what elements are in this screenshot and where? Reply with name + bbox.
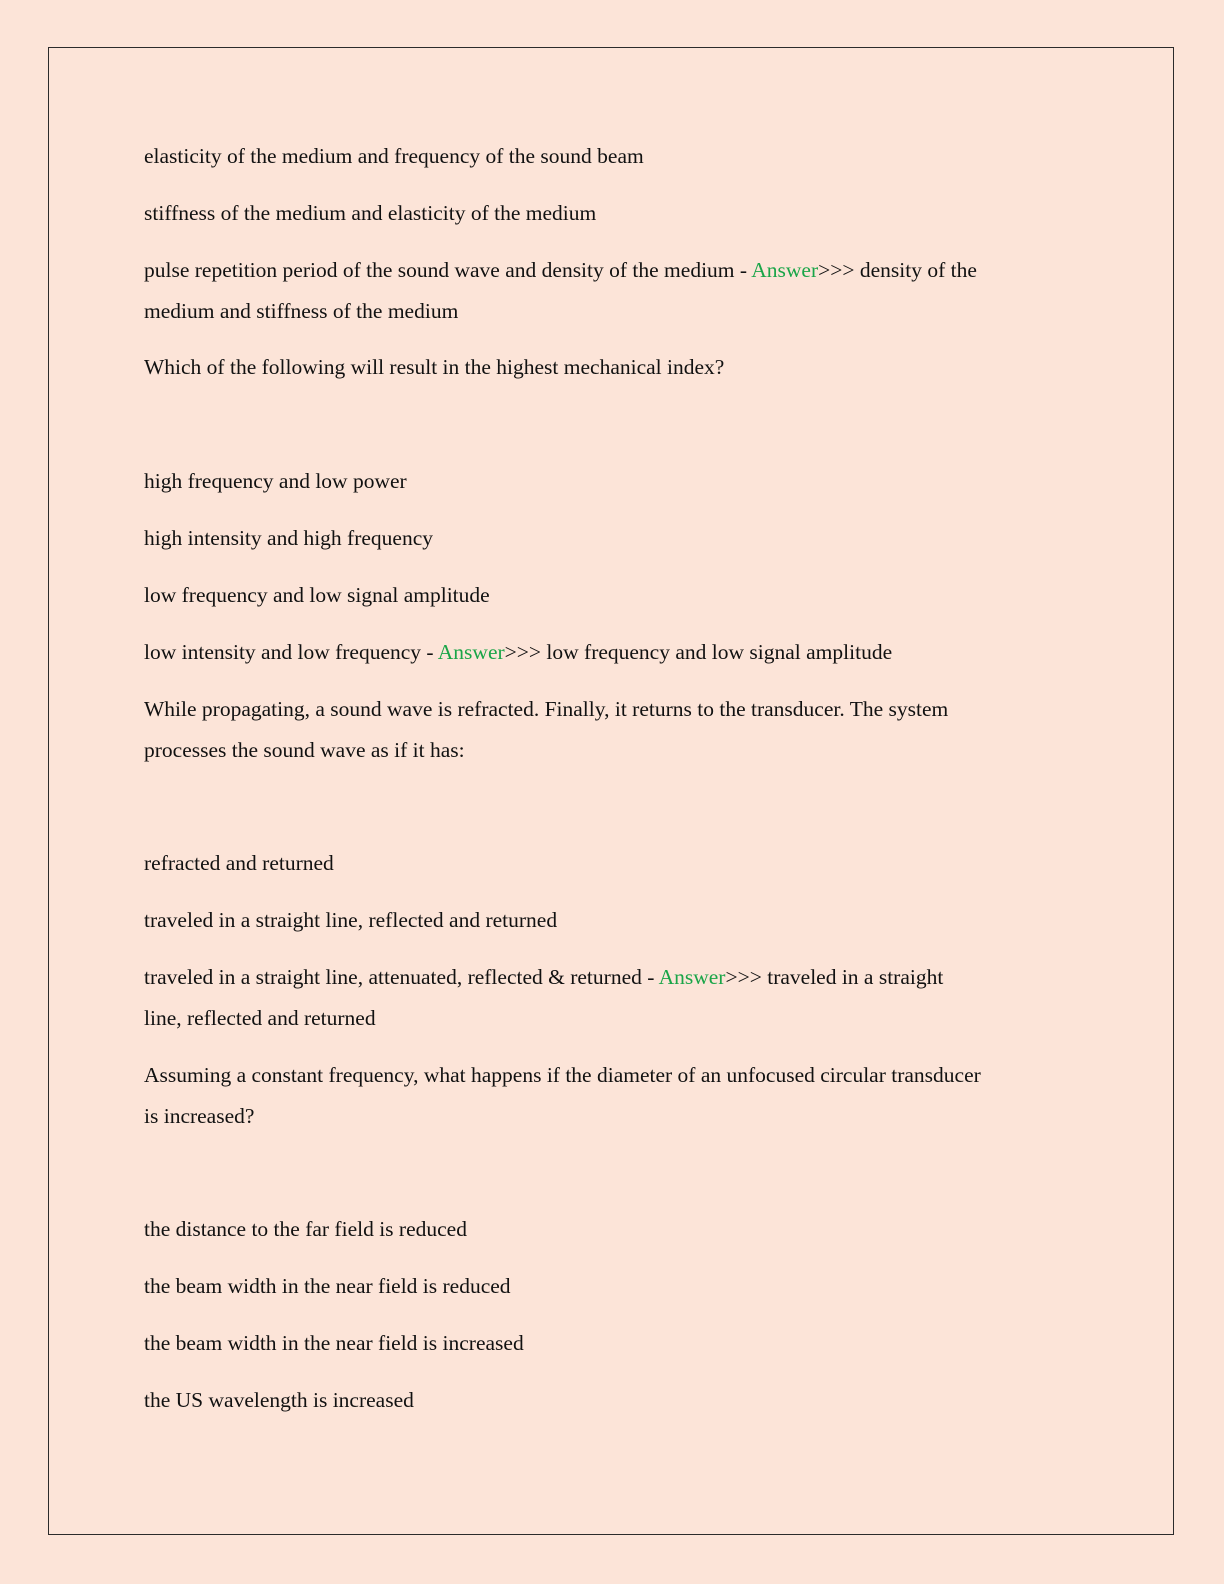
q2-option-3: low frequency and low signal amplitude [144,583,490,607]
q2-question: Which of the following will result in the highest mechanical index? [144,355,725,379]
q3-option-3-text: traveled in a straight line, attenuated, reflected & returned - [144,965,659,989]
q1-answer-label: Answer [751,258,819,282]
q2-option-4-with-answer [144,632,892,673]
q2-option-2: high intensity and high frequency [144,526,433,550]
q1-option-3-text: pulse repetition period of the sound wave and density of the medium - [144,258,752,282]
q4-question-line-1: Assuming a constant frequency, what happens if the diameter of an unfocused circular transducer [144,1063,981,1087]
q1-option-2: stiffness of the medium and elasticity of the medium [144,201,597,225]
q2-answer-text: >>> low frequency and low signal amplitude [504,640,893,664]
q2-option-4-text: low intensity and low frequency - [144,640,438,664]
q3-answer-continued: line, reflected and returned [144,1006,376,1030]
q3-option-1: refracted and returned [144,851,334,875]
q4-option-1: the distance to the far field is reduced [144,1217,467,1241]
q1-answer-continued: medium and stiffness of the medium [144,299,459,323]
q4-option-4: the US wavelength is increased [144,1388,414,1412]
q2-answer-label: Answer [437,640,505,664]
q1-option-1: elasticity of the medium and frequency of the sound beam [144,144,644,168]
q3-question-line-2: processes the sound wave as if it has: [144,738,465,762]
q1-option-3-with-answer [144,250,977,291]
q3-option-3-with-answer [144,957,943,998]
q3-answer-label: Answer [658,965,726,989]
q4-option-2: the beam width in the near field is reduced [144,1274,511,1298]
q2-option-1: high frequency and low power [144,469,407,493]
q3-question-line-1: While propagating, a sound wave is refracted. Finally, it returns to the transducer. The system [144,697,949,721]
q4-question-line-2: is increased? [144,1104,255,1128]
q3-answer-text: >>> traveled in a straight [725,965,944,989]
q4-option-3: the beam width in the near field is increased [144,1331,524,1355]
q1-answer-text: >>> density of the [818,258,977,282]
q3-option-2: traveled in a straight line, reflected and returned [144,908,558,932]
